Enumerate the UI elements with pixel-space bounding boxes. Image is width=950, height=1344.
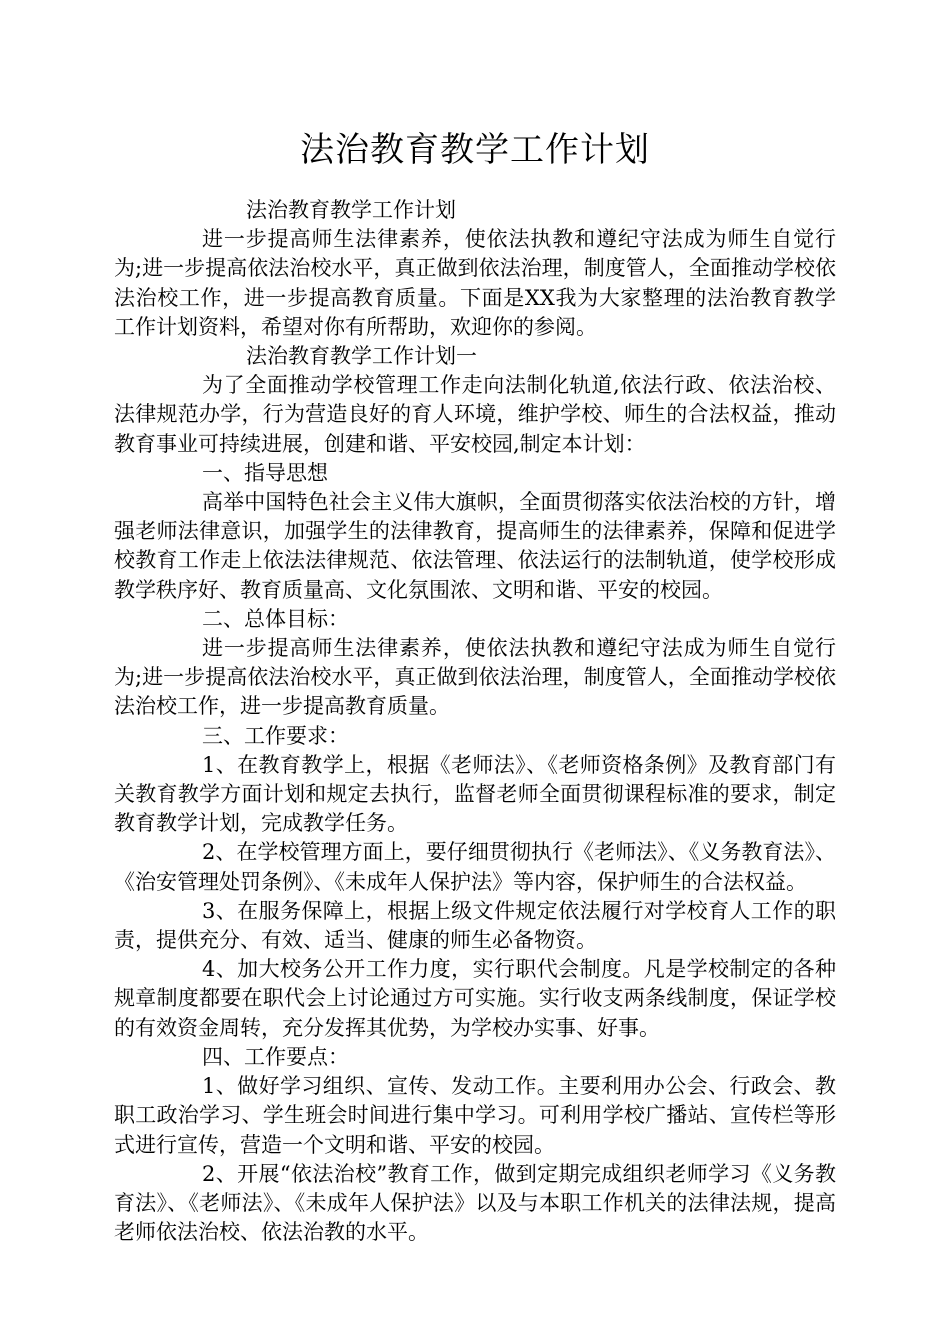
paragraph-guiding-thought: 高举中国特色社会主义伟大旗帜，全面贯彻落实依法治校的方针，增强老师法律意识，加强学生的法律教育，提高师生的法律素养，保障和促进学校教育工作走上依法法律规范、依法管理、依法运行的法制轨道，使学校形成教学秩序好、教育质量高、文化氛围浓、文明和谐、平安的校园。 (114, 490, 836, 602)
paragraph-requirement-2: 2、在学校管理方面上，要仔细贯彻执行《老师法》、《义务教育法》、《治安管理处罚条例》、《未成年人保护法》等内容，保护师生的合法权益。 (114, 840, 836, 894)
paragraph-work-point-2: 2、开展“依法治校”教育工作，做到定期完成组织老师学习《义务教育法》、《老师法》、《未成年人保护法》以及与本职工作机关的法律法规，提高老师依法治校、依法治教的水平。 (114, 1161, 836, 1245)
paragraph-plan-one-heading: 法治教育教学工作计划一 (246, 344, 477, 369)
section-heading-guiding-thought: 一、指导思想 (202, 460, 328, 485)
paragraph-intro: 进一步提高师生法律素养，使依法执教和遵纪守法成为师生自觉行为;进一步提高依法治校水平，真正做到依法治理，制度管人，全面推动学校依法治校工作，进一步提高教育质量。下面是XX我为大家整理的法治教育教学工作计划资料，希望对你有所帮助，欢迎你的参阅。 (114, 227, 836, 339)
section-heading-overall-goal: 二、总体目标： (202, 606, 349, 631)
section-heading-work-points: 四、工作要点： (202, 1044, 349, 1069)
paragraph-requirement-1: 1、在教育教学上，根据《老师法》、《老师资格条例》及教育部门有关教育教学方面计划和规定去执行，监督老师全面贯彻课程标准的要求，制定教育教学计划，完成教学任务。 (114, 752, 836, 836)
paragraph-overall-goal: 进一步提高师生法律素养，使依法执教和遵纪守法成为师生自觉行为;进一步提高依法治校水平，真正做到依法治理，制度管人，全面推动学校依法治校工作，进一步提高教育质量。 (114, 636, 836, 719)
paragraph-requirement-3: 3、在服务保障上，根据上级文件规定依法履行对学校育人工作的职责，提供充分、有效、适当、健康的师生必备物资。 (114, 898, 836, 953)
document-title: 法治教育教学工作计划 (300, 130, 650, 170)
paragraph-subtitle: 法治教育教学工作计划 (246, 198, 456, 222)
section-heading-work-requirements: 三、工作要求： (202, 723, 349, 748)
paragraph-work-point-1: 1、做好学习组织、宣传、发动工作。主要利用办公会、行政会、教职工政治学习、学生班会时间进行集中学习。可利用学校广播站、宣传栏等形式进行宣传，营造一个文明和谐、平安的校园。 (114, 1074, 836, 1157)
document-body (114, 196, 836, 1247)
paragraph-requirement-4: 4、加大校务公开工作力度，实行职代会制度。凡是学校制定的各种规章制度都要在职代会上讨论通过方可实施。实行收支两条线制度，保证学校的有效资金周转，充分发挥其优势，为学校办实事、好事。 (114, 957, 836, 1040)
paragraph-purpose: 为了全面推动学校管理工作走向法制化轨道,依法行政、依法治校、法律规范办学，行为营造良好的育人环境，维护学校、师生的合法权益，推动教育事业可持续进展，创建和谐、平安校园,制定本计划： (114, 373, 836, 456)
